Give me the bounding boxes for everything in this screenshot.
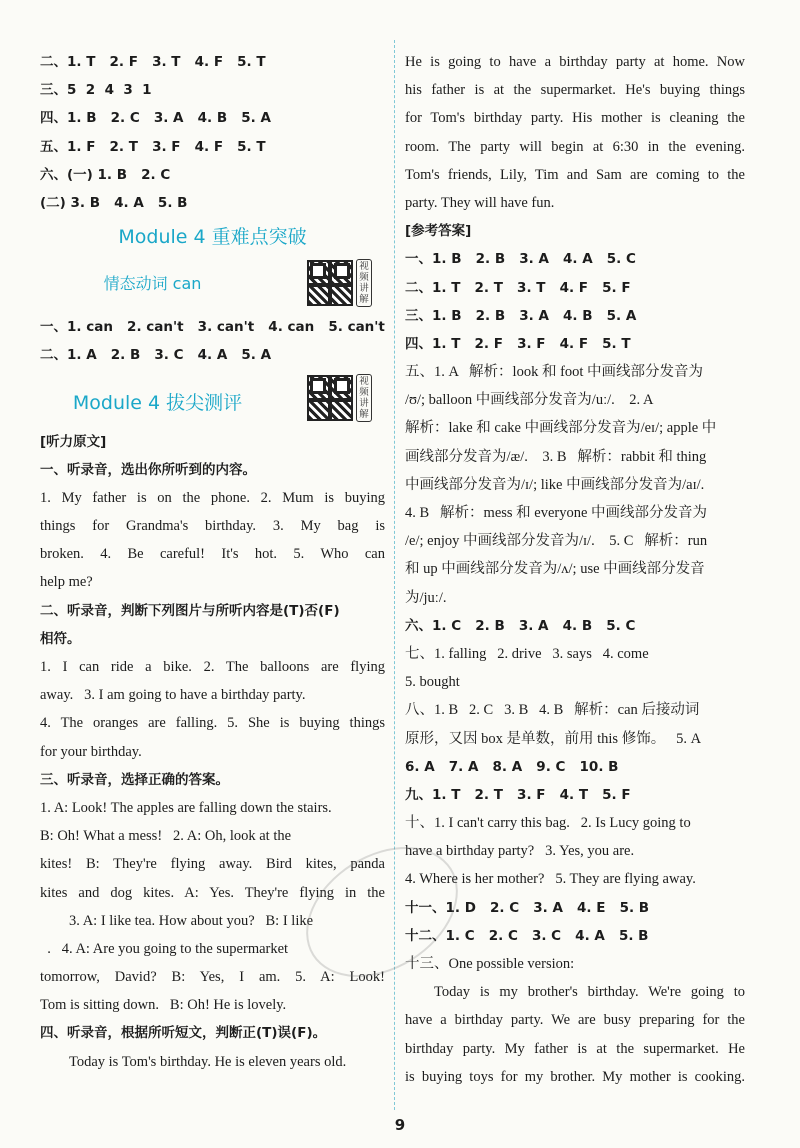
text-line: 1. My father is on the phone. 2. Mum is buying <box>40 489 385 506</box>
text-line: for Tom's birthday party. His mother is cleaning the <box>405 110 745 127</box>
answer-header: [参考答案] <box>405 223 472 240</box>
qr-code-icon <box>307 260 353 306</box>
answer-line: (二) 3. B 4. A 5. B <box>40 194 188 211</box>
listening-header: [听力原文] <box>40 433 107 450</box>
qr-label: 视频讲解 <box>356 259 372 307</box>
text-line: things for Grandma's birthday. 3. My bag is <box>40 518 385 535</box>
section-title: 四、听录音，根据所听短文，判断正(T)误(F)。 <box>40 1025 327 1042</box>
top-answers <box>40 48 385 217</box>
answer-line: 十三、One possible version: <box>405 956 575 972</box>
module-title-assessment: Module 4 拔尖测评 <box>72 391 243 414</box>
essay-line: Today is my brother's birthday. We're going to <box>434 984 745 1001</box>
answer-line: 八、1. B 2. C 3. B 4. B 解析：can 后接动词 <box>405 702 700 719</box>
video-qr-code[interactable] <box>307 370 377 426</box>
answer-line: 一、1. can 2. can't 3. can't 4. can 5. can't <box>40 319 385 336</box>
text-line: Tom's friends, Lily, Tim and Sam are coming to the <box>405 166 745 183</box>
text-line: . 4. A: Are you going to the supermarket <box>40 940 289 957</box>
text-line: broken. 4. Be careful! It's hot. 5. Who can <box>40 546 385 563</box>
text-line: party. They will have fun. <box>405 194 555 211</box>
text-line: kites! B: They're flying away. Bird kites, panda <box>40 856 385 873</box>
phonics-line: 中画线部分发音为/ɪ/; like 中画线部分发音为/aɪ/. <box>405 476 705 493</box>
section-subtitle: 情态动词 can <box>103 274 202 294</box>
section-title: 二、听录音，判断下列图片与所听内容是(T)否(F) <box>40 602 340 619</box>
text-line: for your birthday. <box>40 743 142 760</box>
text-line: Tom is sitting down. B: Oh! He is lovely. <box>40 997 287 1014</box>
assessment-header <box>40 370 385 428</box>
answer-line: 四、1. T 2. F 3. F 4. F 5. T <box>405 335 631 352</box>
phonics-line: 五、1. A 解析：look 和 foot 中画线部分发音为 <box>405 364 704 381</box>
answer-line: 十一、1. D 2. C 3. A 4. E 5. B <box>405 899 650 916</box>
answer-line: 原形，又因 box 是单数，前用 this 修饰。 5. A <box>405 730 702 747</box>
answer-line: 十二、1. C 2. C 3. C 4. A 5. B <box>405 927 649 944</box>
qr-code-icon <box>307 375 353 421</box>
answer-line: 三、1. B 2. B 3. A 4. B 5. A <box>405 307 637 324</box>
section-title: 一、听录音，选出你所听到的内容。 <box>40 461 256 478</box>
right-column <box>405 48 745 1091</box>
text-line: tomorrow, David? B: Yes, I am. 5. A: Look! <box>40 969 385 986</box>
text-line: kites and dog kites. A: Yes. They're flying in the <box>40 884 385 901</box>
text-line: his father is at the supermarket. He's buying things <box>405 82 745 99</box>
text-line: away. 3. I am going to have a birthday party. <box>40 687 306 704</box>
page-number: 9 <box>394 1116 406 1134</box>
phonics-line: 画线部分发音为/æ/. 3. B 解析：rabbit 和 thing <box>405 448 707 465</box>
can-answers <box>40 313 385 369</box>
answer-line: 六、1. C 2. B 3. A 4. B 5. C <box>405 617 636 634</box>
text-line: He is going to have a birthday party at home. Now <box>405 54 745 70</box>
essay-line: is buying toys for my brother. My mother is cooking. <box>405 1068 745 1085</box>
phonics-line: 和 up 中画线部分发音为/ʌ/; use 中画线部分发音 <box>405 561 705 578</box>
answer-line: 九、1. T 2. T 3. F 4. T 5. F <box>405 786 631 803</box>
answer-line: have a birthday party? 3. Yes, you are. <box>405 843 635 860</box>
phonics-line: 解析：lake 和 cake 中画线部分发音为/eɪ/; apple 中 <box>405 420 717 437</box>
text-line: 1. I can ride a bike. 2. The balloons are flying <box>40 659 385 675</box>
video-qr-code[interactable] <box>307 255 377 311</box>
phonics-line: /ʊ/; balloon 中画线部分发音为/uː/. 2. A <box>405 392 654 409</box>
phonics-line: /e/; enjoy 中画线部分发音为/ɪ/. 5. C 解析：run <box>405 533 708 550</box>
text-line: help me? <box>40 574 93 591</box>
answer-line: 六、(一) 1. B 2. C <box>40 166 171 183</box>
answer-line: 十、1. I can't carry this bag. 2. Is Lucy going to <box>405 815 691 832</box>
text-line: 3. A: I like tea. How about you? B: I like <box>40 912 314 929</box>
text-line: Today is Tom's birthday. He is eleven years old. <box>69 1053 347 1070</box>
phonics-line: 为/juː/. <box>405 589 447 606</box>
answer-line: 五、1. F 2. T 3. F 4. F 5. T <box>40 138 266 155</box>
answer-line: 一、1. B 2. B 3. A 4. A 5. C <box>405 251 636 268</box>
text-line: B: Oh! What a mess! 2. A: Oh, look at the <box>40 828 292 845</box>
answer-line: 二、1. T 2. T 3. T 4. F 5. F <box>405 279 631 296</box>
module-title-key-points: Module 4 重难点突破 <box>118 226 307 249</box>
answer-line: 七、1. falling 2. drive 3. says 4. come <box>405 645 649 662</box>
answer-line: 二、1. T 2. F 3. T 4. F 5. T <box>40 54 266 70</box>
answer-line: 三、5 2 4 3 1 <box>40 82 152 99</box>
phonics-line: 4. B 解析：mess 和 everyone 中画线部分发音为 <box>405 505 708 521</box>
text-line: 4. The oranges are falling. 5. She is buying things <box>40 715 385 732</box>
answer-line: 四、1. B 2. C 3. A 4. B 5. A <box>40 110 271 127</box>
section-title: 相符。 <box>40 630 81 647</box>
text-line: room. The party will begin at 6:30 in the evening. <box>405 138 745 155</box>
text-line: 1. A: Look! The apples are falling down the stairs. <box>40 799 332 816</box>
answer-line: 5. bought <box>405 674 460 691</box>
answer-line: 6. A 7. A 8. A 9. C 10. B <box>405 758 619 775</box>
answer-line: 4. Where is her mother? 5. They are flying away. <box>405 871 696 888</box>
can-subsection-header <box>40 255 385 313</box>
essay-line: have a birthday party. We are busy preparing for the <box>405 1012 745 1029</box>
section-title: 三、听录音，选择正确的答案。 <box>40 771 229 788</box>
qr-label: 视频讲解 <box>356 374 372 422</box>
answer-line: 二、1. A 2. B 3. C 4. A 5. A <box>40 347 272 364</box>
essay-line: birthday party. My father is at the supermarket. He <box>405 1040 745 1057</box>
